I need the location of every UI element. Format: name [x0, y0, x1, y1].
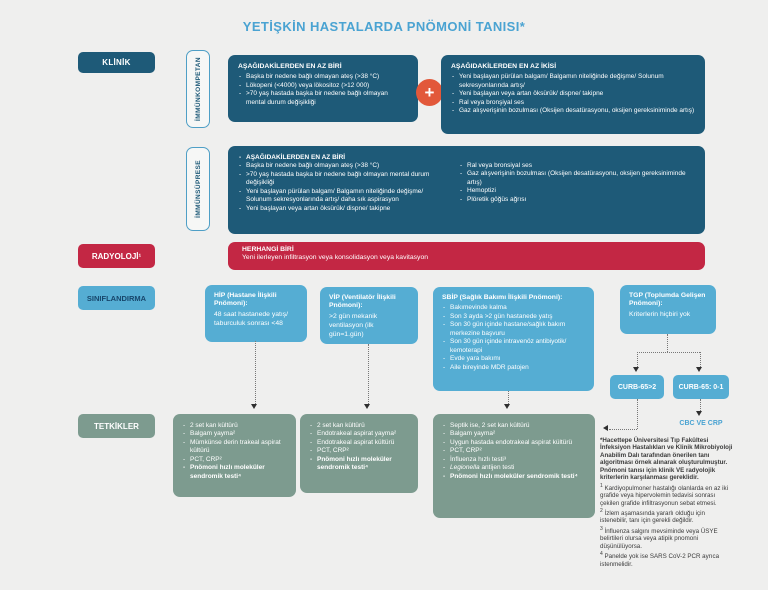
- curb65-low-box: CURB-65: 0-1: [673, 375, 729, 399]
- list-item: - Uygun hastada endotrakeal aspirat kültürü: [442, 439, 586, 447]
- list-item: - Son 30 gün içinde hastane/sağlık bakım merkezine başvuru: [442, 321, 585, 338]
- list-item: $^4$ Panelde yok ise SARS CoV-2 PCR ayrıca istenmelidir.: [600, 551, 720, 568]
- vip-text: >2 gün mekanik ventilasyon (ilk gün=1.gün): [329, 312, 378, 338]
- criteria-box-immunocompetent-right: [441, 55, 705, 134]
- list-item: - Ral veya bronşiyal ses: [451, 99, 695, 107]
- classification-box-tgp: [620, 285, 716, 334]
- list-item: - Yeni başlayan pürülan balgam/ Balgamın niteliğinde değişme/ Solunum sekresyonlarında artış/: [451, 73, 695, 90]
- side-label-immunsuprese-text: İMMÜNSÜPRESE: [194, 160, 202, 218]
- list-item: - Plöretik göğüs ağrısı: [459, 196, 687, 204]
- list-item: - Pnömoni hızlı moleküler sendromik testi⁴: [182, 464, 287, 481]
- list-item: - Yeni başlayan veya artan öksürük/ dispne/ takipne: [451, 90, 695, 98]
- arrow-down-icon: [364, 404, 370, 409]
- criteria-box-title: AŞAĞIDAKİLERDEN EN AZ İKİSİ: [451, 63, 557, 70]
- tests-box-hip: [173, 414, 296, 497]
- list-item: - Yeni başlayan pürülan balgam/ Balgamın niteliğinde değişme/ Solunum sekresyonlarında artış/ daha sık aspirasyon: [238, 188, 443, 205]
- radiology-criteria-box: [228, 242, 705, 270]
- list-item: - Lökopeni (<4000) veya lökositoz (>12 000): [238, 82, 408, 90]
- list-item: - Başka bir nedene bağlı olmayan ateş (>38 °C): [238, 73, 408, 81]
- list-item: - Endotrakeal aspirat kültürü: [309, 439, 409, 447]
- connector-sbip-to-tests: [508, 391, 509, 404]
- list-item: - 2 set kan kültürü: [182, 422, 287, 430]
- list-item: - Legionella antijen testi: [442, 464, 586, 472]
- list-item: - Yeni başlayan veya artan öksürük/ dispne/ takipne: [238, 205, 443, 213]
- arrow-down-icon: [696, 411, 702, 416]
- hip-text: 48 saat hastanede yatış/ taburculuk sonrası <48: [214, 310, 289, 327]
- classification-box-vip: [320, 287, 418, 344]
- row-label-siniflandirma: SINIFLANDIRMA: [78, 286, 155, 310]
- connector-curb-high-left: [609, 429, 637, 430]
- list-item: - PCT, CRP²: [182, 456, 287, 464]
- connector-tgp-branch: [637, 352, 700, 353]
- sbip-tests-list: [442, 422, 586, 481]
- row-label-klinik: KLİNİK: [78, 52, 155, 73]
- arrow-down-icon: [504, 404, 510, 409]
- tgp-title: TGP (Toplumda Gelişen Pnömoni):: [629, 292, 706, 308]
- list-item: - PCT, CRP²: [442, 447, 586, 455]
- criteria-box-immunosuppressed: [228, 146, 705, 234]
- list-item: - Balgam yayma²: [442, 430, 586, 438]
- criteria-list: [238, 73, 408, 107]
- arrow-down-icon: [251, 404, 257, 409]
- list-item: - >70 yaş hastada başka bir nedene bağlı olmayan mental durum değişikliği: [238, 171, 443, 188]
- tests-box-sbip: [433, 414, 595, 518]
- hip-title: HİP (Hastane İlişkili Pnömoni):: [214, 292, 277, 308]
- list-item: - Aile bireyinde MDR patojen: [442, 364, 585, 372]
- classification-box-hip: [205, 285, 307, 342]
- list-item: - Septik ise, 2 set kan kültürü: [442, 422, 586, 430]
- list-item: - Gaz alışverişinin bozulması (Oksijen desatürasyonu, oksijen gereksiniminde artış): [451, 107, 695, 115]
- criteria-list-right: [459, 162, 687, 213]
- hip-tests-list: [182, 422, 287, 481]
- classification-box-sbip: [433, 287, 594, 391]
- list-item: - Gaz alışverişinin bozulması (Oksijen desatürasyonu, oksijen gereksiniminde artış): [459, 170, 687, 187]
- list-item: - Başka bir nedene bağlı olmayan ateş (>38 °C): [238, 162, 443, 170]
- vip-tests-list: [309, 422, 409, 473]
- list-item: - Evde yara bakımı: [442, 355, 585, 363]
- row-label-tetkikler: TETKİKLER: [78, 414, 155, 438]
- list-item: - 2 set kan kültürü: [309, 422, 409, 430]
- connector-curb-low-down: [700, 399, 701, 411]
- list-item: - Mümkünse derin trakeal aspirat kültürü: [182, 439, 287, 456]
- list-item: - AŞAĞIDAKİLERDEN EN AZ BİRİ: [238, 154, 443, 162]
- sbip-criteria-list: [442, 304, 585, 372]
- list-item: $^3$ İnfluenza salgını mevsiminde veya ÜSYE belirtileri olursa veya atipik pnomoni düşünülüyorsa.: [600, 525, 718, 550]
- connector-curb-high-down: [637, 399, 638, 429]
- sbip-title: SBİP (Sağlık Bakımı İlişkili Pnömoni):: [442, 294, 563, 301]
- tgp-text: Kriterlerin hiçbiri yok: [629, 310, 691, 318]
- radiology-box-title: HERHANGİ BİRİ: [242, 246, 294, 253]
- plus-icon: +: [416, 79, 443, 106]
- side-label-immunkompetan: [186, 50, 210, 128]
- list-item: - Son 3 ayda >2 gün hastanede yatış: [442, 313, 585, 321]
- list-item: - Bakımevinde kalma: [442, 304, 585, 312]
- tests-box-vip: [300, 414, 418, 493]
- arrow-left-icon: [603, 425, 608, 431]
- footnotes: [600, 437, 734, 571]
- list-item: - Endotrakeal aspirat yayma²: [309, 430, 409, 438]
- list-item: - Pnömoni hızlı moleküler sendromik testi⁴: [442, 473, 586, 481]
- cbc-crp-text: CBC VE CRP: [679, 420, 723, 427]
- connector-tgp-stem: [667, 334, 668, 352]
- connector-to-curb-low: [700, 352, 701, 367]
- list-item: - Pnömoni hızlı moleküler sendromik testi⁴: [309, 456, 409, 473]
- side-label-immunsuprese: [186, 147, 210, 231]
- connector-hip-to-tests: [255, 341, 256, 404]
- page-title: YETİŞKİN HASTALARDA PNÖMONİ TANISI*: [242, 19, 526, 34]
- arrow-down-icon: [696, 367, 702, 372]
- connector-vip-to-tests: [368, 344, 369, 404]
- vip-title: VİP (Ventilatör İlişkili Pnömoni):: [329, 294, 396, 310]
- list-item: $^1$ Kardiyopulmoner hastalığı olanlarda en az iki grafide veya hipervolemin tedavisi sonrası çekilen grafide infiltrasyonun sebat etmesi.: [600, 482, 728, 507]
- list-item: - Hemoptizi: [459, 187, 687, 195]
- list-item: *Hacettepe Üniversitesi Tıp Fakültesi İnfeksiyon Hastalıkları ve Klinik Mikrobiyoloji Anabilim Dalı tarafından önerilen tanı algoritması örnek alınarak oluşturulmuştur. Pnömoni tanısı için klinik VE radyolojik kriterlerin karşılanması gereklidir.: [600, 437, 733, 482]
- arrow-down-icon: [633, 367, 639, 372]
- list-item: - PCT, CRP²: [309, 447, 409, 455]
- radiology-box-text: Yeni ilerleyen infiltrasyon veya konsolidasyon veya kavitasyon: [242, 254, 429, 262]
- criteria-list: [451, 73, 695, 115]
- criteria-box-immunocompetent-left: [228, 55, 418, 122]
- side-label-immunkompetan-text: İMMÜNKOMPETAN: [194, 57, 202, 121]
- list-item: - İnfluenza hızlı testi³: [442, 456, 586, 464]
- list-item: - Balgam yayma²: [182, 430, 287, 438]
- curb65-high-box: CURB-65>2: [610, 375, 664, 399]
- list-item: - Son 30 gün içinde intravenöz antibiyotik/ kemoterapi: [442, 338, 585, 355]
- connector-to-curb-high: [637, 352, 638, 367]
- list-item: - >70 yaş hastada başka bir nedene bağlı olmayan mental durum değişikliği: [238, 90, 408, 107]
- list-item: - Ral veya bronsiyal ses: [459, 162, 687, 170]
- criteria-box-title: AŞAĞIDAKİLERDEN EN AZ BİRİ: [238, 63, 342, 70]
- criteria-list-left: [238, 154, 443, 213]
- row-label-radyoloji: RADYOLOJİ¹: [78, 244, 155, 268]
- list-item: $^2$ İzlem aşamasında yararlı olduğu için istenebilir, tanı için gerekli değildir.: [600, 507, 705, 525]
